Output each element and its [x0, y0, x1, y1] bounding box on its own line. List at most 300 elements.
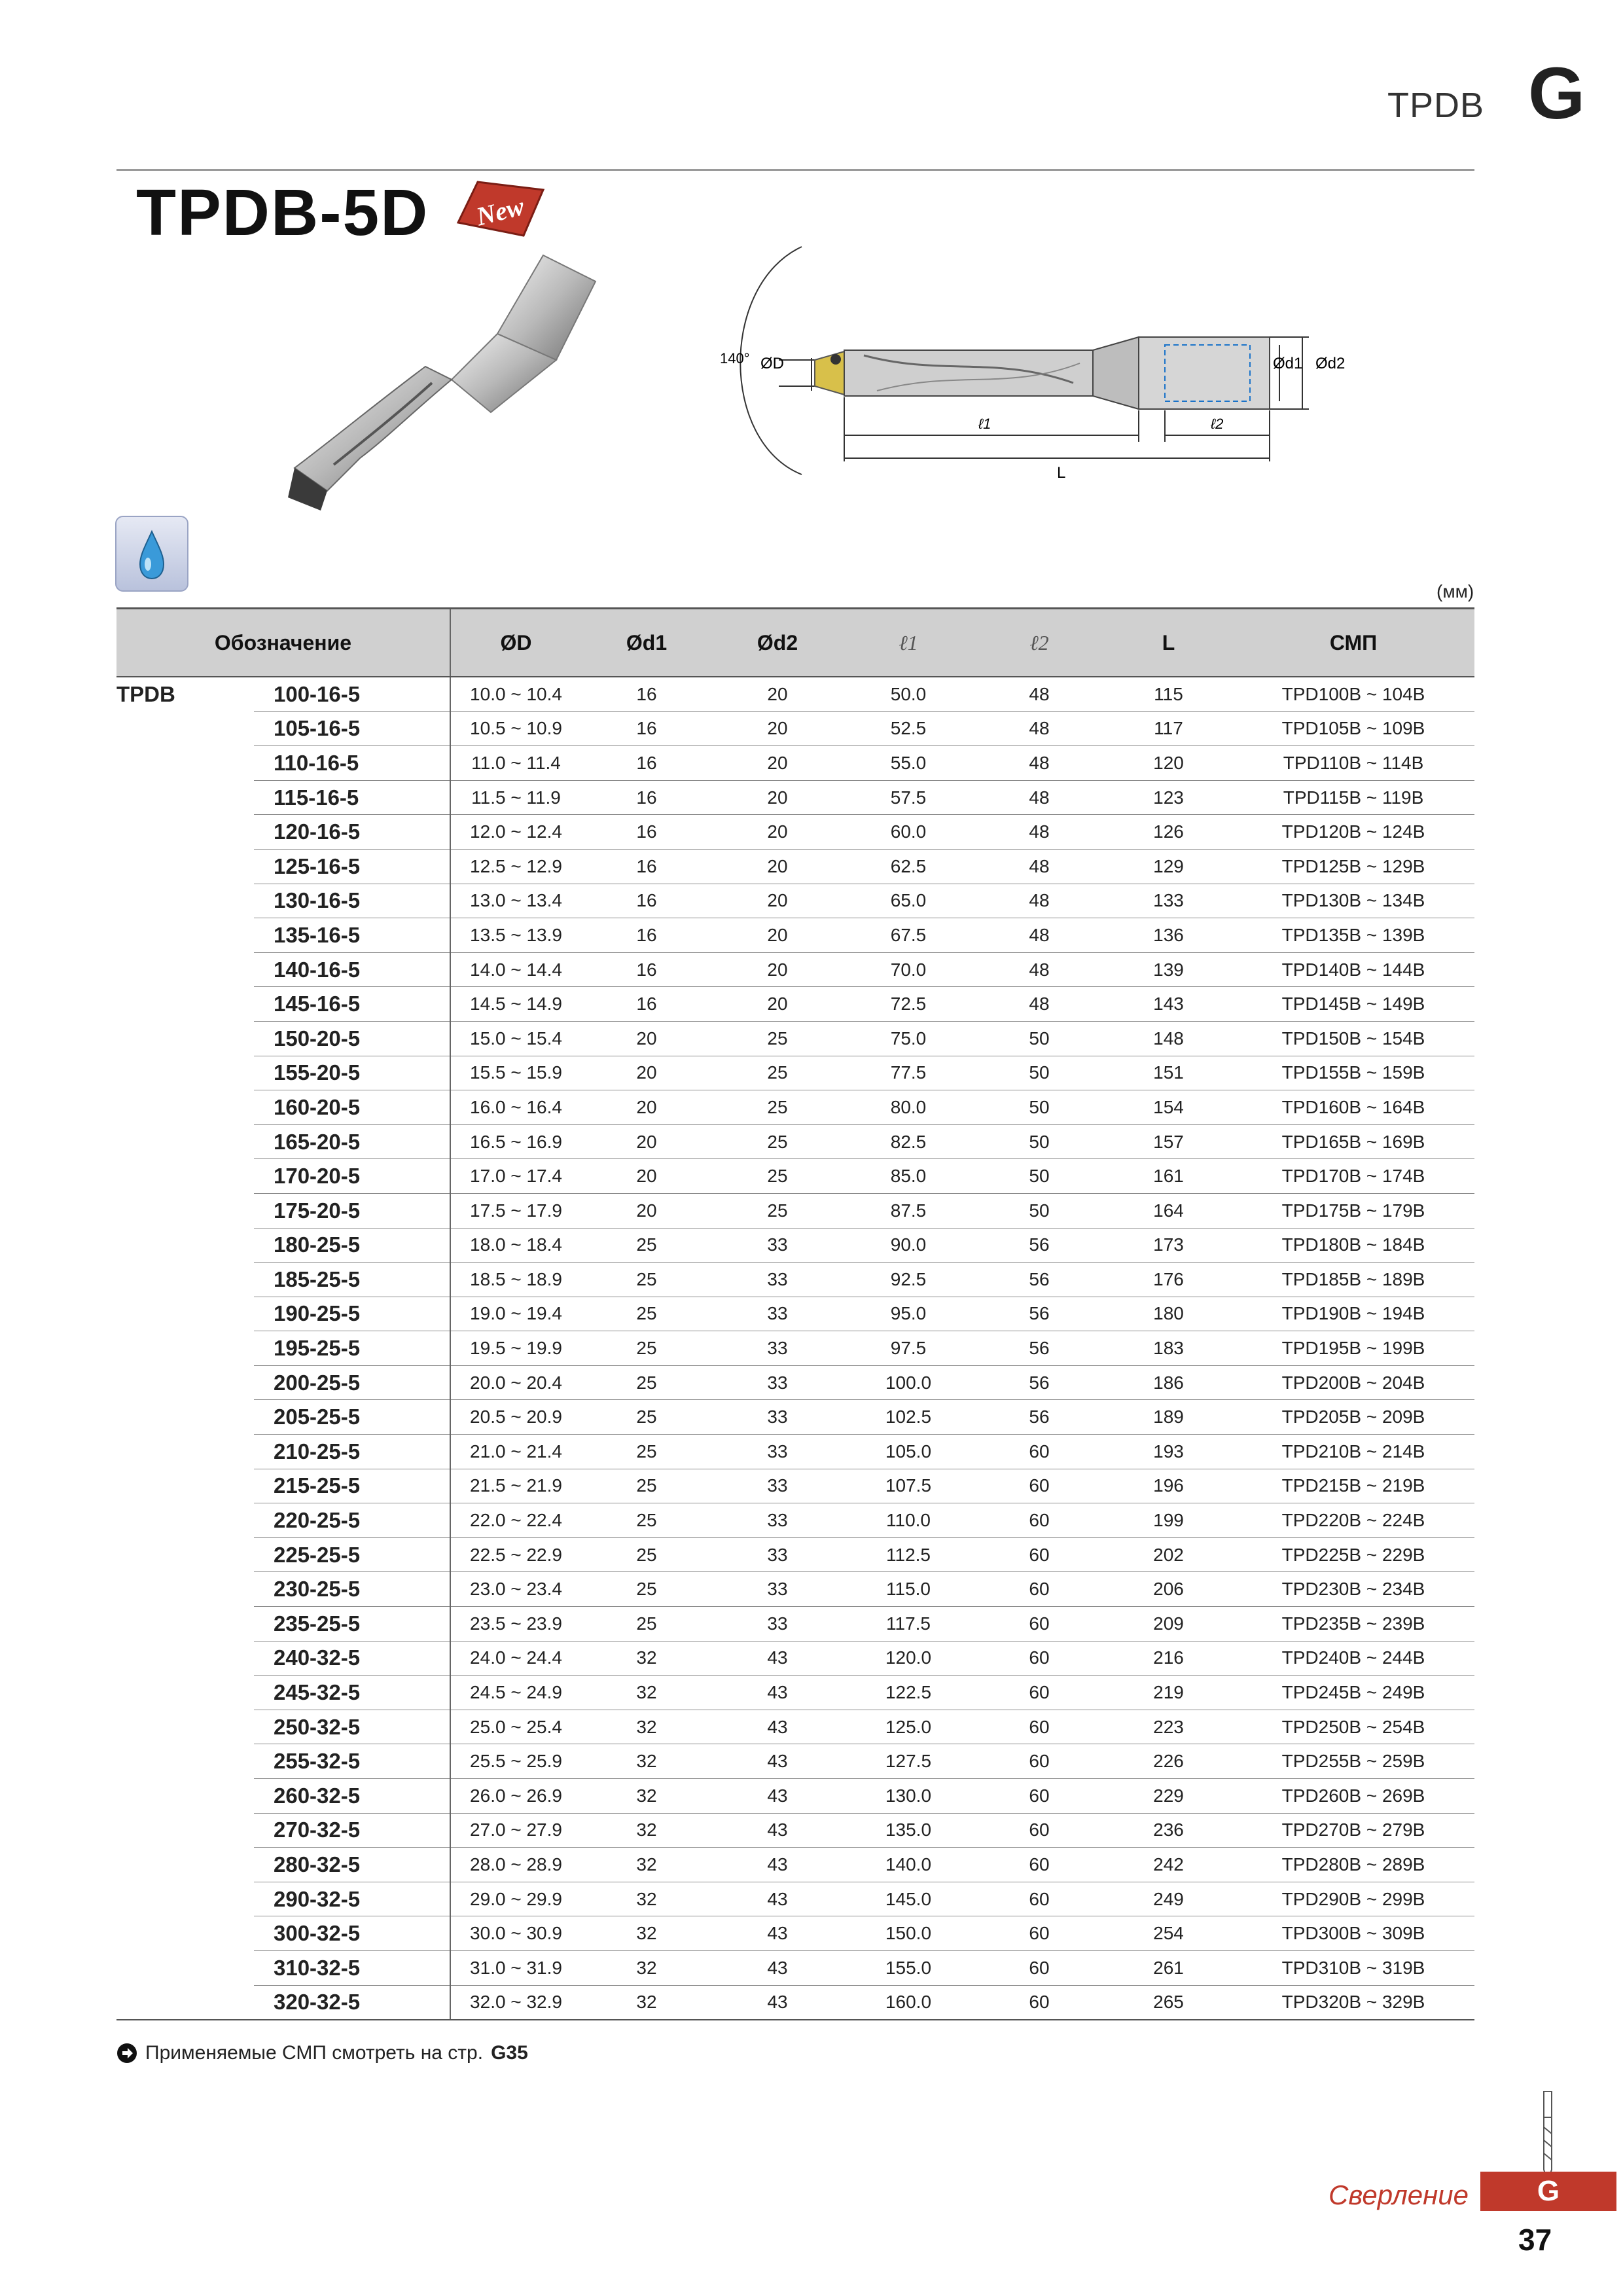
col-insert: СМП: [1232, 609, 1474, 677]
page-number: 37: [1518, 2223, 1552, 2257]
d2-cell: 20: [712, 987, 843, 1022]
designation-cell: 250-32-5: [254, 1710, 450, 1744]
table-row: [116, 1193, 1474, 1228]
d-cell: 20.0 ~ 20.4: [450, 1365, 581, 1400]
d1-cell: 32: [581, 1813, 712, 1848]
total-length-cell: 226: [1105, 1744, 1232, 1779]
series-cell: [116, 1676, 254, 1710]
insert-cell: TPD215B ~ 219B: [1232, 1469, 1474, 1503]
total-length-cell: 219: [1105, 1676, 1232, 1710]
insert-cell: TPD140B ~ 144B: [1232, 952, 1474, 987]
l1-cell: 120.0: [843, 1641, 974, 1676]
col-d: ØD: [450, 609, 581, 677]
d2-cell: 20: [712, 677, 843, 711]
table-row: [116, 1537, 1474, 1572]
d1-cell: 20: [581, 1193, 712, 1228]
d-cell: 12.0 ~ 12.4: [450, 815, 581, 850]
series-cell: [116, 1090, 254, 1125]
series-cell: [116, 1297, 254, 1331]
d2-cell: 43: [712, 1882, 843, 1916]
d2-cell: 20: [712, 918, 843, 953]
insert-cell: TPD250B ~ 254B: [1232, 1710, 1474, 1744]
total-length-cell: 157: [1105, 1124, 1232, 1159]
table-row: [116, 677, 1474, 711]
table-row: [116, 1676, 1474, 1710]
d2-cell: 43: [712, 1779, 843, 1814]
d2-cell: 33: [712, 1228, 843, 1263]
insert-cell: TPD155B ~ 159B: [1232, 1056, 1474, 1090]
l2-cell: 56: [974, 1228, 1105, 1263]
insert-cell: TPD230B ~ 234B: [1232, 1572, 1474, 1607]
designation-cell: 255-32-5: [254, 1744, 450, 1779]
section-label: Сверление: [1329, 2179, 1469, 2210]
d2-cell: 25: [712, 1159, 843, 1194]
d-cell: 14.0 ~ 14.4: [450, 952, 581, 987]
table-row: [116, 1503, 1474, 1538]
l1-cell: 110.0: [843, 1503, 974, 1538]
d-cell: 18.0 ~ 18.4: [450, 1228, 581, 1263]
col-total-length: L: [1105, 609, 1232, 677]
designation-cell: 100-16-5: [254, 677, 450, 711]
table-row: [116, 711, 1474, 746]
series-cell: [116, 1950, 254, 1985]
diagram-total-length-label: L: [1057, 464, 1066, 482]
designation-cell: 125-16-5: [254, 849, 450, 884]
d1-cell: 16: [581, 677, 712, 711]
d-cell: 25.0 ~ 25.4: [450, 1710, 581, 1744]
table-row: [116, 1435, 1474, 1469]
designation-cell: 280-32-5: [254, 1848, 450, 1882]
l2-cell: 60: [974, 1435, 1105, 1469]
d1-cell: 20: [581, 1021, 712, 1056]
footnote-page-link[interactable]: G35: [491, 2042, 528, 2064]
table-row: [116, 884, 1474, 918]
total-length-cell: 186: [1105, 1365, 1232, 1400]
d-cell: 13.5 ~ 13.9: [450, 918, 581, 953]
insert-cell: TPD235B ~ 239B: [1232, 1607, 1474, 1641]
insert-cell: TPD190B ~ 194B: [1232, 1297, 1474, 1331]
d-cell: 17.0 ~ 17.4: [450, 1159, 581, 1194]
l1-cell: 57.5: [843, 780, 974, 815]
series-cell: [116, 1779, 254, 1814]
d-cell: 31.0 ~ 31.9: [450, 1950, 581, 1985]
table-row: [116, 1882, 1474, 1916]
series-cell: [116, 1056, 254, 1090]
total-length-cell: 223: [1105, 1710, 1232, 1744]
table-row: [116, 1021, 1474, 1056]
diagram-l1-label: ℓ1: [978, 416, 991, 432]
d-cell: 26.0 ~ 26.9: [450, 1779, 581, 1814]
d1-cell: 32: [581, 1882, 712, 1916]
d-cell: 23.5 ~ 23.9: [450, 1607, 581, 1641]
l2-cell: 48: [974, 952, 1105, 987]
new-badge: [452, 177, 550, 249]
total-length-cell: 236: [1105, 1813, 1232, 1848]
l1-cell: 50.0: [843, 677, 974, 711]
l1-cell: 140.0: [843, 1848, 974, 1882]
d2-cell: 20: [712, 849, 843, 884]
d1-cell: 16: [581, 746, 712, 781]
total-length-cell: 164: [1105, 1193, 1232, 1228]
col-designation: Обозначение: [116, 609, 450, 677]
d2-cell: 33: [712, 1435, 843, 1469]
insert-cell: TPD125B ~ 129B: [1232, 849, 1474, 884]
d1-cell: 16: [581, 849, 712, 884]
d1-cell: 20: [581, 1124, 712, 1159]
table-row: [116, 1710, 1474, 1744]
d2-cell: 33: [712, 1400, 843, 1435]
total-length-cell: 202: [1105, 1537, 1232, 1572]
designation-cell: 120-16-5: [254, 815, 450, 850]
l1-cell: 65.0: [843, 884, 974, 918]
l2-cell: 56: [974, 1400, 1105, 1435]
total-length-cell: 199: [1105, 1503, 1232, 1538]
l2-cell: 48: [974, 849, 1105, 884]
d1-cell: 32: [581, 1779, 712, 1814]
d1-cell: 16: [581, 711, 712, 746]
l1-cell: 107.5: [843, 1469, 974, 1503]
total-length-cell: 249: [1105, 1882, 1232, 1916]
series-cell: [116, 1124, 254, 1159]
d2-cell: 43: [712, 1710, 843, 1744]
total-length-cell: 173: [1105, 1228, 1232, 1263]
table-row: [116, 1744, 1474, 1779]
d1-cell: 25: [581, 1400, 712, 1435]
d2-cell: 20: [712, 780, 843, 815]
diagram-l2-label: ℓ2: [1211, 416, 1224, 432]
total-length-cell: 229: [1105, 1779, 1232, 1814]
table-row: [116, 815, 1474, 850]
total-length-cell: 161: [1105, 1159, 1232, 1194]
designation-cell: 300-32-5: [254, 1916, 450, 1951]
d1-cell: 16: [581, 884, 712, 918]
designation-cell: 225-25-5: [254, 1537, 450, 1572]
table-row: [116, 918, 1474, 953]
table-row: [116, 1916, 1474, 1951]
table-row: [116, 1641, 1474, 1676]
insert-cell: TPD320B ~ 329B: [1232, 1985, 1474, 2020]
d1-cell: 16: [581, 780, 712, 815]
l2-cell: 60: [974, 1882, 1105, 1916]
d-cell: 18.5 ~ 18.9: [450, 1263, 581, 1297]
spec-table: [116, 607, 1474, 2020]
table-row: [116, 1607, 1474, 1641]
total-length-cell: 193: [1105, 1435, 1232, 1469]
d-cell: 22.0 ~ 22.4: [450, 1503, 581, 1538]
d2-cell: 43: [712, 1813, 843, 1848]
new-badge-label: New: [473, 191, 527, 232]
d1-cell: 32: [581, 1641, 712, 1676]
insert-cell: TPD110B ~ 114B: [1232, 746, 1474, 781]
d1-cell: 32: [581, 1950, 712, 1985]
d2-cell: 25: [712, 1021, 843, 1056]
d2-cell: 33: [712, 1365, 843, 1400]
insert-cell: TPD130B ~ 134B: [1232, 884, 1474, 918]
header-series: TPDB: [1387, 86, 1485, 125]
insert-cell: TPD240B ~ 244B: [1232, 1641, 1474, 1676]
total-length-cell: 209: [1105, 1607, 1232, 1641]
l2-cell: 60: [974, 1469, 1105, 1503]
d1-cell: 32: [581, 1744, 712, 1779]
diagram-angle-label: 140°: [720, 350, 750, 367]
col-l1: ℓ1: [843, 609, 974, 677]
footnote-text: Применяемые СМП смотреть на стр.: [145, 2042, 484, 2064]
d1-cell: 25: [581, 1331, 712, 1366]
series-cell: [116, 1848, 254, 1882]
table-row: [116, 1848, 1474, 1882]
designation-cell: 245-32-5: [254, 1676, 450, 1710]
insert-cell: TPD280B ~ 289B: [1232, 1848, 1474, 1882]
d2-cell: 25: [712, 1090, 843, 1125]
table-row: [116, 1228, 1474, 1263]
d-cell: 23.0 ~ 23.4: [450, 1572, 581, 1607]
series-cell: [116, 1331, 254, 1366]
d2-cell: 25: [712, 1124, 843, 1159]
designation-cell: 115-16-5: [254, 780, 450, 815]
designation-cell: 175-20-5: [254, 1193, 450, 1228]
total-length-cell: 133: [1105, 884, 1232, 918]
series-cell: [116, 1607, 254, 1641]
l2-cell: 50: [974, 1021, 1105, 1056]
d2-cell: 20: [712, 815, 843, 850]
l1-cell: 100.0: [843, 1365, 974, 1400]
l1-cell: 115.0: [843, 1572, 974, 1607]
total-length-cell: 129: [1105, 849, 1232, 884]
d-cell: 16.0 ~ 16.4: [450, 1090, 581, 1125]
l1-cell: 127.5: [843, 1744, 974, 1779]
designation-cell: 220-25-5: [254, 1503, 450, 1538]
l2-cell: 60: [974, 1985, 1105, 2020]
table-row: [116, 1090, 1474, 1125]
l1-cell: 52.5: [843, 711, 974, 746]
d1-cell: 25: [581, 1572, 712, 1607]
d-cell: 29.0 ~ 29.9: [450, 1882, 581, 1916]
l2-cell: 60: [974, 1537, 1105, 1572]
d1-cell: 25: [581, 1469, 712, 1503]
table-row: [116, 952, 1474, 987]
d-cell: 10.0 ~ 10.4: [450, 677, 581, 711]
l1-cell: 95.0: [843, 1297, 974, 1331]
d-cell: 21.0 ~ 21.4: [450, 1435, 581, 1469]
d1-cell: 32: [581, 1710, 712, 1744]
l1-cell: 112.5: [843, 1537, 974, 1572]
series-cell: [116, 1503, 254, 1538]
insert-cell: TPD310B ~ 319B: [1232, 1950, 1474, 1985]
d-cell: 27.0 ~ 27.9: [450, 1813, 581, 1848]
designation-cell: 205-25-5: [254, 1400, 450, 1435]
d2-cell: 20: [712, 952, 843, 987]
l2-cell: 60: [974, 1710, 1105, 1744]
coolant-icon-box: [115, 516, 188, 592]
d-cell: 13.0 ~ 13.4: [450, 884, 581, 918]
l1-cell: 117.5: [843, 1607, 974, 1641]
total-length-cell: 115: [1105, 677, 1232, 711]
l1-cell: 85.0: [843, 1159, 974, 1194]
designation-cell: 215-25-5: [254, 1469, 450, 1503]
designation-cell: 130-16-5: [254, 884, 450, 918]
d2-cell: 43: [712, 1744, 843, 1779]
l1-cell: 87.5: [843, 1193, 974, 1228]
d1-cell: 25: [581, 1537, 712, 1572]
l1-cell: 60.0: [843, 815, 974, 850]
d2-cell: 43: [712, 1916, 843, 1951]
l2-cell: 56: [974, 1263, 1105, 1297]
table-row: [116, 1297, 1474, 1331]
insert-cell: TPD185B ~ 189B: [1232, 1263, 1474, 1297]
l2-cell: 60: [974, 1607, 1105, 1641]
series-cell: [116, 1193, 254, 1228]
total-length-cell: 265: [1105, 1985, 1232, 2020]
designation-cell: 160-20-5: [254, 1090, 450, 1125]
l2-cell: 50: [974, 1124, 1105, 1159]
table-row: [116, 1400, 1474, 1435]
l1-cell: 75.0: [843, 1021, 974, 1056]
d-cell: 25.5 ~ 25.9: [450, 1744, 581, 1779]
d-cell: 20.5 ~ 20.9: [450, 1400, 581, 1435]
table-row: [116, 1779, 1474, 1814]
table-row: [116, 849, 1474, 884]
page-title: TPDB-5D: [136, 176, 429, 249]
d1-cell: 25: [581, 1297, 712, 1331]
insert-cell: TPD160B ~ 164B: [1232, 1090, 1474, 1125]
series-cell: [116, 1572, 254, 1607]
l2-cell: 60: [974, 1676, 1105, 1710]
total-length-cell: 123: [1105, 780, 1232, 815]
series-cell: [116, 1435, 254, 1469]
col-d2: Ød2: [712, 609, 843, 677]
series-cell: [116, 1985, 254, 2020]
insert-cell: TPD100B ~ 104B: [1232, 677, 1474, 711]
series-cell: [116, 1263, 254, 1297]
l2-cell: 50: [974, 1159, 1105, 1194]
designation-cell: 230-25-5: [254, 1572, 450, 1607]
d-cell: 14.5 ~ 14.9: [450, 987, 581, 1022]
designation-cell: 290-32-5: [254, 1882, 450, 1916]
table-row: [116, 1469, 1474, 1503]
l2-cell: 56: [974, 1365, 1105, 1400]
designation-cell: 150-20-5: [254, 1021, 450, 1056]
d1-cell: 25: [581, 1503, 712, 1538]
table-row: [116, 780, 1474, 815]
d-cell: 21.5 ~ 21.9: [450, 1469, 581, 1503]
l1-cell: 92.5: [843, 1263, 974, 1297]
insert-cell: TPD225B ~ 229B: [1232, 1537, 1474, 1572]
d2-cell: 20: [712, 884, 843, 918]
total-length-cell: 189: [1105, 1400, 1232, 1435]
total-length-cell: 242: [1105, 1848, 1232, 1882]
series-cell: [116, 1537, 254, 1572]
insert-cell: TPD300B ~ 309B: [1232, 1916, 1474, 1951]
l1-cell: 77.5: [843, 1056, 974, 1090]
d-cell: 15.0 ~ 15.4: [450, 1021, 581, 1056]
series-cell: [116, 1365, 254, 1400]
section-tab[interactable]: G: [1480, 2172, 1616, 2211]
table-row: [116, 1159, 1474, 1194]
designation-cell: 165-20-5: [254, 1124, 450, 1159]
total-length-cell: 120: [1105, 746, 1232, 781]
l1-cell: 145.0: [843, 1882, 974, 1916]
d-cell: 19.0 ~ 19.4: [450, 1297, 581, 1331]
d2-cell: 33: [712, 1537, 843, 1572]
total-length-cell: 148: [1105, 1021, 1232, 1056]
l1-cell: 155.0: [843, 1950, 974, 1985]
insert-cell: TPD135B ~ 139B: [1232, 918, 1474, 953]
arrow-circle-icon: [116, 2043, 137, 2064]
d-cell: 22.5 ~ 22.9: [450, 1537, 581, 1572]
insert-cell: TPD115B ~ 119B: [1232, 780, 1474, 815]
table-header-row: [116, 609, 1474, 677]
d2-cell: 43: [712, 1950, 843, 1985]
diagram-d2-label: Ød2: [1315, 355, 1346, 372]
d1-cell: 25: [581, 1228, 712, 1263]
l2-cell: 56: [974, 1297, 1105, 1331]
series-cell: [116, 884, 254, 918]
series-cell: TPDB: [116, 682, 175, 707]
table-row: [116, 1056, 1474, 1090]
d1-cell: 16: [581, 987, 712, 1022]
series-cell: [116, 1400, 254, 1435]
designation-cell: 200-25-5: [254, 1365, 450, 1400]
table-row: [116, 1331, 1474, 1366]
total-length-cell: 143: [1105, 987, 1232, 1022]
d1-cell: 16: [581, 815, 712, 850]
series-cell: [116, 1228, 254, 1263]
l2-cell: 56: [974, 1331, 1105, 1366]
table-row: [116, 1365, 1474, 1400]
series-cell: [116, 1744, 254, 1779]
total-length-cell: 196: [1105, 1469, 1232, 1503]
d1-cell: 20: [581, 1056, 712, 1090]
insert-cell: TPD180B ~ 184B: [1232, 1228, 1474, 1263]
designation-cell: 320-32-5: [254, 1985, 450, 2020]
l1-cell: 80.0: [843, 1090, 974, 1125]
series-cell: [116, 780, 254, 815]
d2-cell: 43: [712, 1848, 843, 1882]
footnote: [116, 2042, 528, 2064]
series-cell: [116, 1641, 254, 1676]
designation-cell: 185-25-5: [254, 1263, 450, 1297]
l2-cell: 48: [974, 780, 1105, 815]
d2-cell: 33: [712, 1469, 843, 1503]
l1-cell: 105.0: [843, 1435, 974, 1469]
d1-cell: 20: [581, 1159, 712, 1194]
table-row: [116, 1124, 1474, 1159]
total-length-cell: 183: [1105, 1331, 1232, 1366]
dimension-diagram: [681, 245, 1387, 507]
d-cell: 11.0 ~ 11.4: [450, 746, 581, 781]
total-length-cell: 139: [1105, 952, 1232, 987]
d1-cell: 25: [581, 1435, 712, 1469]
d2-cell: 43: [712, 1641, 843, 1676]
l2-cell: 50: [974, 1090, 1105, 1125]
l2-cell: 48: [974, 918, 1105, 953]
designation-cell: 155-20-5: [254, 1056, 450, 1090]
series-cell: [116, 746, 254, 781]
insert-cell: TPD105B ~ 109B: [1232, 711, 1474, 746]
total-length-cell: 176: [1105, 1263, 1232, 1297]
l1-cell: 55.0: [843, 746, 974, 781]
insert-cell: TPD195B ~ 199B: [1232, 1331, 1474, 1366]
d1-cell: 25: [581, 1263, 712, 1297]
d2-cell: 33: [712, 1331, 843, 1366]
total-length-cell: 206: [1105, 1572, 1232, 1607]
l2-cell: 48: [974, 987, 1105, 1022]
d-cell: 30.0 ~ 30.9: [450, 1916, 581, 1951]
total-length-cell: 154: [1105, 1090, 1232, 1125]
total-length-cell: 254: [1105, 1916, 1232, 1951]
d1-cell: 32: [581, 1676, 712, 1710]
insert-cell: TPD150B ~ 154B: [1232, 1021, 1474, 1056]
